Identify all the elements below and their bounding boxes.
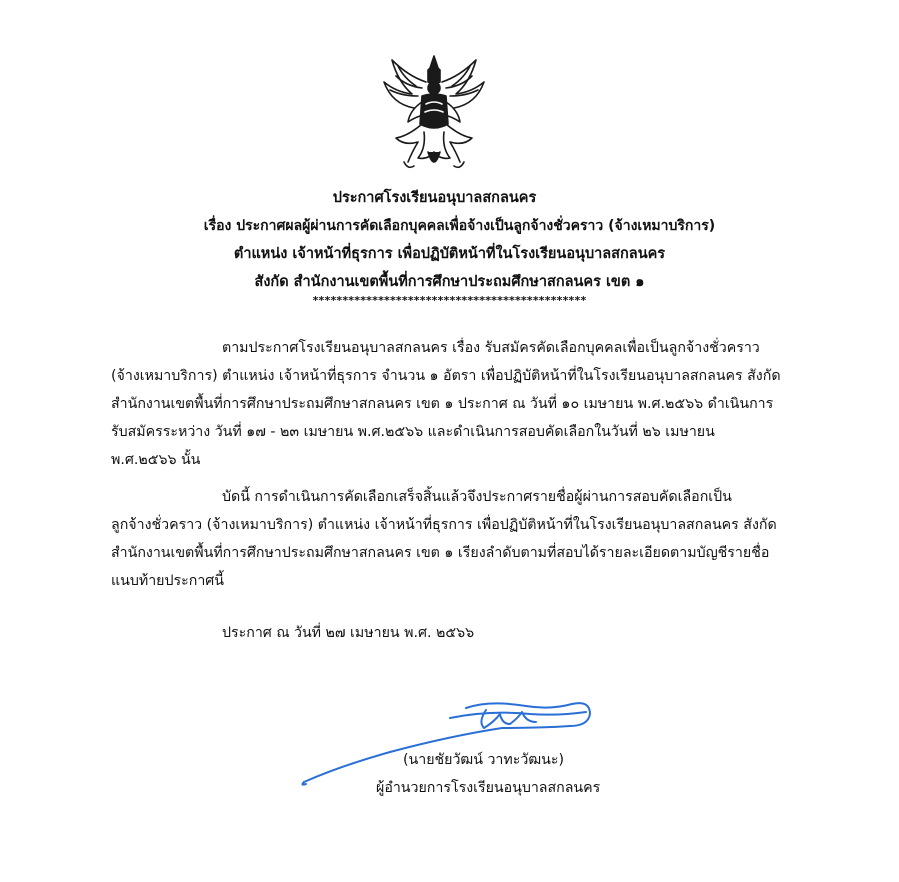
paragraph2-line2: ลูกจ้างชั่วคราว (จ้างเหมาบริการ) ตำแหน่ง เจ้าหน้าที่ธุรการ เพื่อปฏิบัติหน้าที่ในโรงเรียนอนุบาลสกลนคร สังกัด — [111, 517, 777, 533]
paragraph2-line1: บัดนี้ การดำเนินการคัดเลือกเสร็จสิ้นแล้วจึงประกาศรายชื่อผู้ผ่านการสอบคัดเลือกเป็น — [222, 489, 732, 505]
announce-date: ประกาศ ณ วันที่ ๒๗ เมษายน พ.ศ. ๒๕๖๖ — [222, 625, 475, 641]
paragraph1-line3: สำนักงานเขตพื้นที่การศึกษาประถมศึกษาสกลนคร เขต ๑ ประกาศ ณ วันที่ ๑๐ เมษายน พ.ศ.๒๕๖๖ ดำเนินการ — [111, 396, 774, 412]
signatory-name: (นายชัยวัฒน์ วาทะวัฒนะ) — [403, 752, 564, 768]
signatory-position: ผู้อำนวยการโรงเรียนอนุบาลสกลนคร — [376, 780, 601, 796]
document-subject: เรื่อง ประกาศผลผู้ผ่านการคัดเลือกบุคคลเพื่อจ้างเป็นลูกจ้างชั่วคราว (จ้างเหมาบริการ) — [203, 218, 716, 234]
paragraph1-line1: ตามประกาศโรงเรียนอนุบาลสกลนคร เรื่อง รับสมัครคัดเลือกบุคคลเพื่อเป็นลูกจ้างชั่วคราว — [222, 340, 760, 356]
paragraph2-line3: สำนักงานเขตพื้นที่การศึกษาประถมศึกษาสกลนคร เขต ๑ เรียงลำดับตามที่สอบได้รายละเอียดตามบัญชีรายชื่อ — [111, 545, 770, 561]
paragraph1-line2: (จ้างเหมาบริการ) ตำแหน่ง เจ้าหน้าที่ธุรการ จำนวน ๑ อัตรา เพื่อปฏิบัติหน้าที่ในโรงเรียนอนุบาลสกลนคร สังกัด — [111, 368, 781, 384]
document-position: ตำแหน่ง เจ้าหน้าที่ธุรการ เพื่อปฏิบัติหน้าที่ในโรงเรียนอนุบาลสกลนคร — [233, 246, 666, 262]
paragraph1-line5: พ.ศ.๒๕๖๖ นั้น — [111, 452, 201, 468]
document-title: ประกาศโรงเรียนอนุบาลสกลนคร — [332, 190, 537, 206]
document-affiliation: สังกัด สำนักงานเขตพื้นที่การศึกษาประถมศึกษาสกลนคร เขต ๑ — [254, 274, 645, 290]
separator-stars: ********************************************** — [312, 294, 587, 307]
garuda-emblem-icon — [378, 52, 490, 178]
paragraph2-line4: แนบท้ายประกาศนี้ — [111, 573, 224, 589]
paragraph1-line4: รับสมัครระหว่าง วันที่ ๑๗ - ๒๓ เมษายน พ.ศ.๒๕๖๖ และดำเนินการสอบคัดเลือกในวันที่ ๒๖ เมษายน — [111, 424, 715, 440]
